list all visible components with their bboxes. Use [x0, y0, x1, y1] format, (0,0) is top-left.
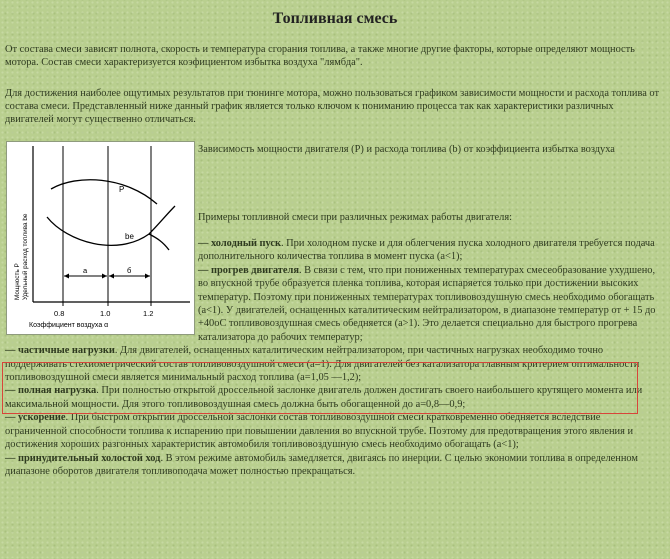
- mode-name: принудительный холостой ход: [18, 452, 161, 464]
- mode-name: холодный пуск: [211, 238, 281, 249]
- x-tick-1-2: 1.2: [143, 309, 154, 318]
- mode-acceleration: — ускорение. При быстром открытии дроссельной заслонки состав топливовоздушной смеси кратковременно обедняется вследствие ограниченной способности топлива к испарению при повышении давления во впускной трубе. Поэтому для предотвращения этого явления и достижения хороших разгонных характеристик автомобиля топливовоздушную смесь необходимо обогащать (a<1);: [5, 412, 634, 451]
- mode-name: ускорение: [18, 412, 66, 424]
- intro-paragraph: От состава смеси зависят полнота, скорость и температура сгорания топлива, а также многие другие факторы, которые определяют мощность мотора. Состав смеси характеризуется коэфициентом избытка воздуха "лямбда".: [5, 44, 635, 68]
- mode-name: прогрев двигателя: [211, 264, 299, 276]
- modes-list: [5, 237, 660, 478]
- range-a-label: а: [83, 266, 88, 275]
- y-axis-label-consumption: Удельный расход топлива bе: [22, 213, 29, 300]
- mode-text: . В связи с тем, что при пониженных температурах смесеобразование ухудшено, во впускной трубе образуется пленка топлива, которая испаряется только при достижении высоких температур. Поэтому при пониженных температурах топливовоздушную смесь необходимо обогащать (a<1). У двигателей, оснащенных каталитическим нейтрализатором, в диапазоне температур от + 15 до +40оС топливовоздушная смесь обедняется (a>1). Это делается специально для быстрого прогрева катализатора до рабочих температур;: [198, 264, 656, 343]
- mode-text: . Для двигателей, оснащенных каталитическим нейтрализатором, при частичных нагрузках необходимо точно поддерживать стехиометрический состав топливовоздушной смеси (a=1). Для двигателей без катализатора главным критерием оптимальности топливовоздушной смеси является минимальный расход топлива (a=1,05 —1,2);: [5, 345, 640, 384]
- mode-forced-idle: — принудительный холостой ход. В этом режиме автомобиль замедляется, двигаясь по инерции. С целью экономии топлива в определенном диапазоне оборотов двигателя топливоподача может полностью прекращаться.: [5, 452, 638, 477]
- x-axis-label: Коэффициент воздуха α: [29, 322, 109, 329]
- mode-cold-start: — холодный пуск. При холодном пуске и для облегчения пуска холодного двигателя требуется подача дополнительного количества топлива в момент пуска (a<1);: [198, 238, 655, 263]
- power-curve: [51, 180, 157, 204]
- consumption-curve-label: bе: [125, 232, 134, 241]
- mode-name: частичные нагрузки: [18, 345, 115, 357]
- partial-load-highlight: [2, 362, 638, 414]
- x-tick-1-0: 1.0: [100, 309, 111, 318]
- mode-text: . При полностью открытой дроссельной заслонке двигатель должен достигать своего наибольшего крутящего момента или максимальной мощности. Для этого топливовоздушная смесь должна быть обогащенной до a=0,8—0,9;: [5, 385, 643, 410]
- mode-name: полная нагрузка: [18, 385, 97, 397]
- chart-caption: Зависимость мощности двигателя (P) и расхода топлива (b) от коэффициента избытка воздуха: [198, 144, 615, 155]
- y-axis-label-power: Мощность P: [14, 263, 21, 300]
- mode-warmup: — прогрев двигателя. В связи с тем, что при пониженных температурах смесеобразование ухудшено, во впускной трубе образуется пленка топлива, которая испаряется только при достижении высоких температур. Поэтому при пониженных температурах топливовоздушную смесь необходимо обогащать (a<1). У двигателей, оснащенных каталитическим нейтрализатором, в диапазоне температур от + 15 до +40оС топливовоздушная смесь обедняется (a>1). Это делается специально для быстрого прогрева катализатора до рабочих температур;: [198, 264, 656, 343]
- mode-full-load: — полная нагрузка. При полностью открытой дроссельной заслонке двигатель должен достигать своего наибольшего крутящего момента или максимальной мощности. Для этого топливовоздушная смесь должна быть обогащенной до a=0,8—0,9;: [5, 385, 643, 410]
- mode-text: . При быстром открытии дроссельной заслонки состав топливовоздушной смеси кратковременно обедняется вследствие ограниченной способности топлива к испарению при повышении давления во впускной трубе. Поэтому для предотвращения этого явления и достижения хороших разгонных характеристик автомобиля топливовоздушную смесь необходимо обогащать (a<1);: [5, 412, 634, 451]
- examples-heading: Примеры топливной смеси при различных режимах работы двигателя:: [198, 212, 512, 223]
- power-curve-label: P: [119, 185, 125, 194]
- mode-text: . При холодном пуске и для облегчения пуска холодного двигателя требуется подача дополнительного количества топлива в момент пуска (a<1);: [198, 238, 655, 263]
- x-tick-0-8: 0.8: [54, 309, 65, 318]
- range-b-label: б: [127, 266, 132, 275]
- page-title: Топливная смесь: [272, 10, 398, 27]
- mode-text: . В этом режиме автомобиль замедляется, двигаясь по инерции. С целью экономии топлива в определенном диапазоне оборотов двигателя топливоподача может полностью прекращаться.: [5, 452, 638, 477]
- chart-intro-paragraph: Для достижения наиболее ощутимых результатов при тюнинге мотора, можно пользоваться графиком зависимости мощности и расхода топлива от состава смеси. Представленный ниже данный график является только ключом к пониманию процесса так как характеристики различных двигателей могут существенно отличаться.: [5, 88, 660, 125]
- mode-partial-load: — частичные нагрузки. Для двигателей, оснащенных каталитическим нейтрализатором, при частичных нагрузках необходимо точно поддерживать стехиометрический состав топливовоздушной смеси (a=1). Для двигателей без катализатора главным критерием оптимальности топливовоздушной смеси является минимальный расход топлива (a=1,05 —1,2);: [5, 345, 640, 384]
